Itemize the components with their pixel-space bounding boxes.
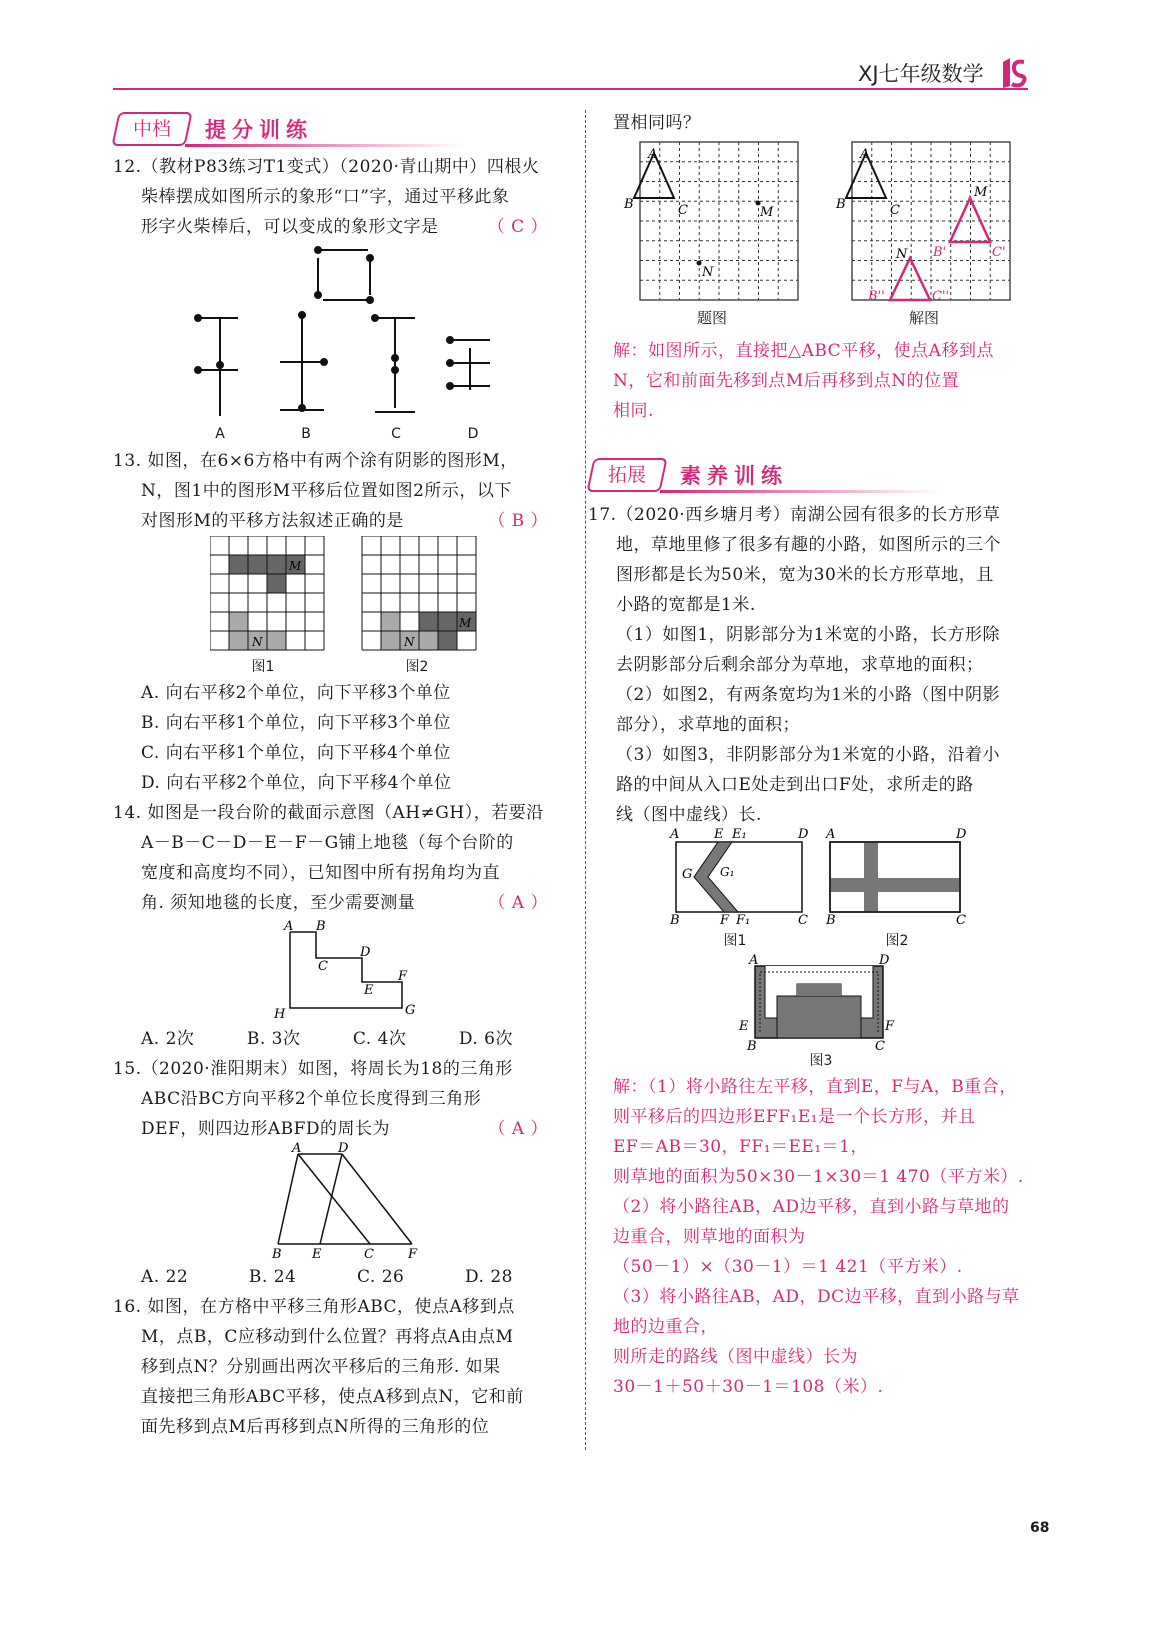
q17-solution: 解：（1）将小路往左平移，直到E，F与A，B重合， 则平移后的四边形EFF₁E₁是一个长方形，并且 EF＝AB＝30，FF₁＝EE₁＝1， 则草地的面积为50×30－1×30＝1 470（平方米）. （2）将小路往AB，AD边平移，直到小路与草地的 边重合，则草地的面积为 （50－1）×（30－1）＝1 421（平方米）. （3）将小路往AB，AD，DC边平移，直到小路与草 地的边重合， 则所走的路线（图中虚线）长为 30－1＋50＋30－1＝108（米）.: [613, 1077, 1024, 1397]
figure-caption: 图2: [405, 659, 429, 675]
section-ext: [590, 458, 1010, 494]
svg-text:C: C: [364, 1247, 374, 1262]
section-title: 提分训练: [205, 118, 313, 142]
section-badge: 中档: [111, 112, 192, 146]
svg-text:A: A: [826, 827, 836, 842]
q15-translation-figure: [262, 1140, 432, 1262]
svg-text:M: M: [289, 559, 302, 573]
svg-text:M: M: [760, 205, 774, 220]
svg-text:G₁: G₁: [720, 865, 735, 879]
question-12: 12.（教材P83练习T1变式）（2020·青山期中）四根火 柴棒摆成如图所示的象形“口”字，通过平移此象 形字火柴棒后，可以变成的象形文字是 （ C ）: [113, 152, 548, 242]
svg-text:E: E: [739, 1019, 749, 1034]
page-number: 68: [1030, 1520, 1050, 1536]
option-label: B: [301, 426, 311, 442]
svg-text:A: A: [670, 827, 680, 842]
svg-text:C: C: [875, 1039, 885, 1054]
svg-text:G: G: [682, 867, 693, 882]
option-label: C: [391, 426, 401, 442]
option-d: D. 向右平移2个单位，向下平移4个单位: [141, 773, 452, 793]
q16-grid-figures: [620, 140, 1030, 308]
header-rule: [113, 88, 1028, 90]
figure-caption: 图1: [251, 659, 275, 675]
question-14: 14. 如图是一段台阶的截面示意图（AH≠GH），若要沿 A－B－C－D－E－F－G铺上地毯（每个台阶的 宽度和高度均不同），已知图中所有拐角均为直 角. 须知地毯的长度，至少需要测量 （ A ）: [113, 798, 548, 918]
column-divider: [585, 110, 586, 1450]
svg-text:C': C': [992, 245, 1006, 260]
svg-text:C: C: [798, 913, 808, 928]
svg-text:M: M: [974, 185, 988, 200]
svg-text:F: F: [408, 1247, 418, 1262]
svg-text:B: B: [272, 1247, 282, 1262]
svg-text:B: B: [836, 197, 846, 212]
figure-caption: 图2: [885, 933, 909, 949]
svg-text:E: E: [312, 1247, 322, 1262]
svg-text:N: N: [404, 635, 415, 649]
svg-text:B': B': [933, 245, 947, 260]
answer: （ A ）: [488, 1119, 548, 1139]
svg-text:C'': C'': [932, 289, 950, 304]
svg-text:H: H: [274, 1007, 286, 1022]
svg-text:B: B: [826, 913, 836, 928]
svg-text:N: N: [252, 635, 263, 649]
answer: （ A ）: [488, 893, 548, 913]
svg-text:F: F: [885, 1019, 895, 1034]
svg-text:D: D: [879, 953, 890, 968]
svg-text:N: N: [896, 247, 908, 262]
svg-text:E₁: E₁: [732, 827, 747, 842]
section-mid: [115, 112, 515, 148]
section-title: 素养训练: [680, 464, 788, 488]
question-16: 16. 如图，在方格中平移三角形ABC，使点A移到点 M，点B，C应移动到什么位置？再将点A由点M 移到点N？分别画出两次平移后的三角形. 如果 直接把三角形ABC平移，使点A移到点N，它和前 面先移到点M后再移到点N所得的三角形的位: [113, 1297, 524, 1437]
q16-solution: 解：如图所示，直接把△ABC平移，使点A移到点 N，它和前面先移到点M后再移到点N的位置 相同.: [613, 341, 994, 421]
q15-options: A. 22 B. 24 C. 26 D. 28: [141, 1267, 513, 1287]
option-label: D: [467, 426, 479, 442]
option-label: A: [215, 426, 225, 442]
q14-stairs-figure: [270, 916, 430, 1024]
option-b: B. 向右平移1个单位，向下平移3个单位: [141, 713, 451, 733]
figure-caption: 图1: [723, 933, 747, 949]
svg-text:C: C: [956, 913, 966, 928]
svg-text:D: D: [338, 1141, 349, 1156]
option-a: A. 向右平移2个单位，向下平移3个单位: [141, 683, 451, 703]
svg-text:B: B: [316, 919, 326, 934]
figure-caption: 题图: [696, 309, 727, 327]
svg-text:G: G: [405, 1003, 416, 1018]
svg-text:B: B: [624, 197, 634, 212]
figure-caption: 图3: [809, 1053, 833, 1069]
svg-text:B: B: [747, 1039, 757, 1054]
svg-text:C: C: [318, 959, 328, 974]
question-15: 15.（2020·淮阳期末）如图，将周长为18的三角形 ABC沿BC方向平移2个单位长度得到三角形 DEF，则四边形ABFD的周长为 （ A ）: [113, 1054, 548, 1144]
svg-text:A: A: [284, 919, 294, 934]
svg-text:A: A: [292, 1141, 302, 1156]
svg-text:M: M: [459, 616, 472, 630]
section-badge: 拓展: [586, 458, 667, 492]
figure-caption: 解图: [908, 309, 939, 327]
answer: （ C ）: [487, 217, 548, 237]
svg-text:A: A: [860, 147, 870, 162]
svg-text:C: C: [678, 203, 688, 218]
svg-text:C: C: [890, 203, 900, 218]
svg-text:B: B: [670, 913, 680, 928]
svg-text:A: A: [648, 147, 658, 162]
answer: （ B ）: [488, 511, 548, 531]
question-13: 13. 如图，在6×6方格中有两个涂有阴影的图形M， N，图1中的图形M平移后位置如图2所示，以下 对图形M的平移方法叙述正确的是 （ B ）: [113, 446, 548, 536]
svg-text:F: F: [398, 969, 408, 984]
q14-options: A. 2次 B. 3次 C. 4次 D. 6次: [141, 1029, 513, 1049]
svg-text:D: D: [956, 827, 967, 842]
svg-text:D: D: [360, 945, 371, 960]
svg-text:F₁: F₁: [736, 913, 751, 928]
svg-text:N: N: [702, 265, 714, 280]
svg-text:E: E: [364, 983, 374, 998]
option-c: C. 向右平移1个单位，向下平移4个单位: [141, 743, 451, 763]
question-16-continued: 置相同吗？: [613, 113, 701, 133]
q13-grid-figures: [210, 536, 485, 654]
q17-fig3: [735, 950, 905, 1054]
svg-text:A: A: [749, 953, 759, 968]
q17-fig1-fig2: [660, 824, 980, 934]
q13-options: [113, 678, 548, 798]
book-s-logo-icon: [1000, 56, 1030, 90]
svg-text:E: E: [714, 827, 724, 842]
q12-matchstick-figure: [190, 240, 520, 440]
svg-text:D: D: [798, 827, 809, 842]
svg-text:B'': B'': [868, 289, 885, 304]
header-title: XJ七年级数学: [858, 62, 984, 86]
svg-text:F: F: [720, 913, 730, 928]
question-17: 17.（2020·西乡塘月考）南湖公园有很多的长方形草 地，草地里修了很多有趣的小路，如图所示的三个 图形都是长为50米，宽为30米的长方形草地，且 小路的宽都是1米. （1）如图1，阴影部分为1米宽的小路，长方形除 去阴影部分后剩余部分为草地，求草地的面积； （2）如图2，有两条宽均为1米的小路（图中阴影 部分），求草地的面积； （3）如图3，非阴影部分为1米宽的小路，沿着小 路的中间从入口E处走到出口F处，求所走的路 线（图中虚线）长.: [588, 505, 1001, 825]
